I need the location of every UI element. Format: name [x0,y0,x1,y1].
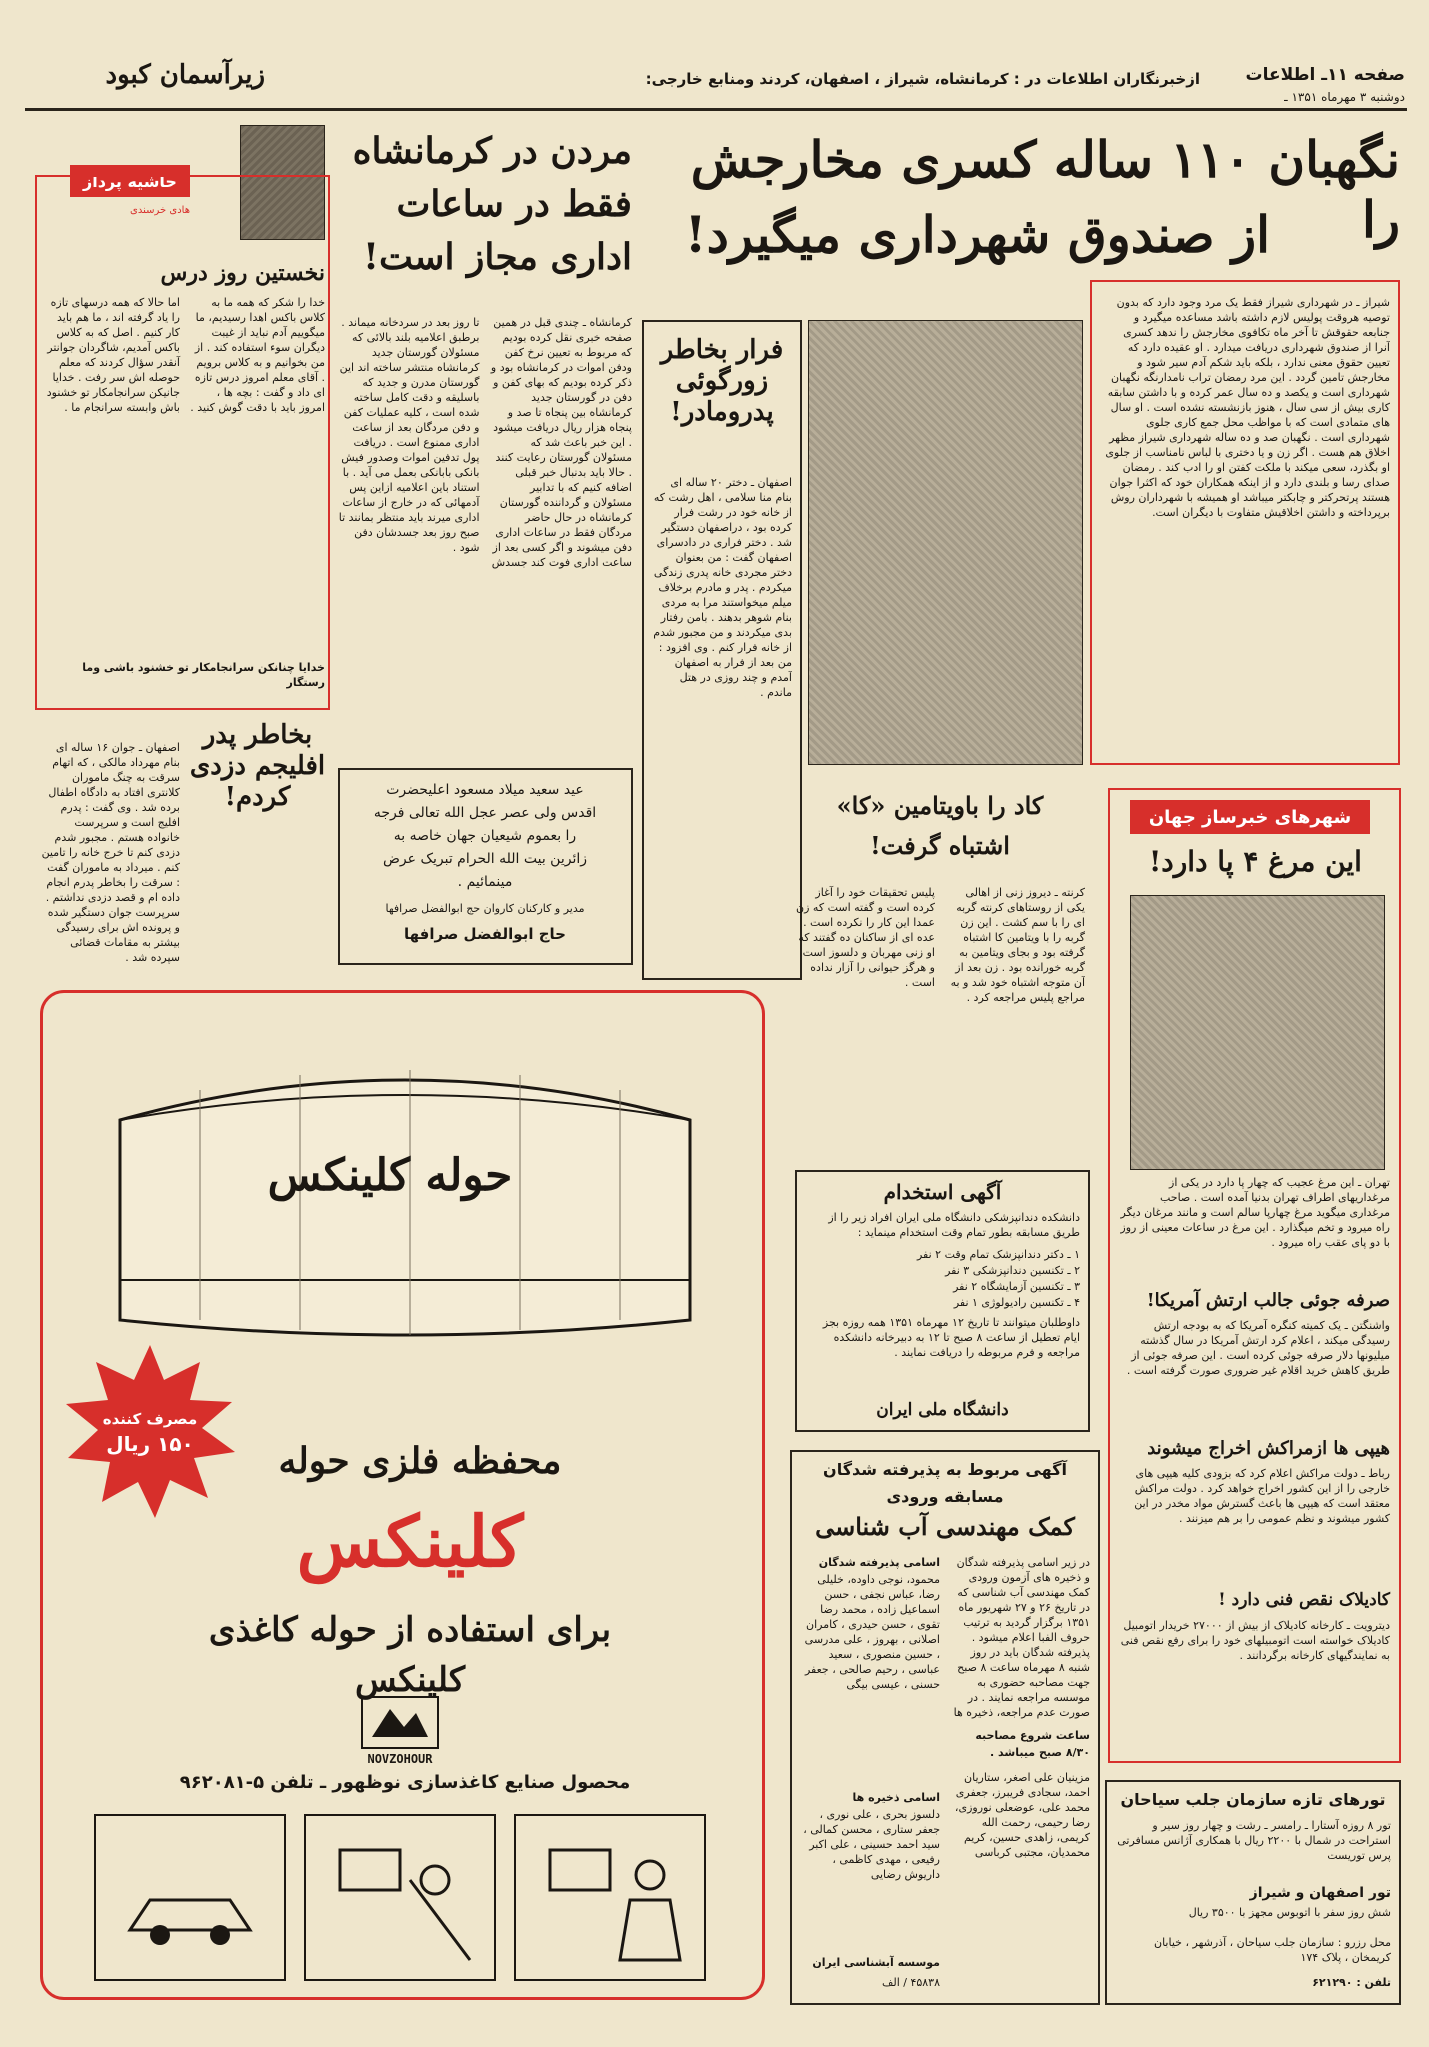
margin-body: خدا را شکر که همه ما به کلاس باکس اهدا رسیدیم، ما میگوییم آدم نباید از غیبت دیگران سوء استفاده کند . از من بخوانیم و به کلاس برویم . آقای معلم امروز درس تازه ای داد و گفت : بچه ها ، امروز باید با دقت گوش کنید . اما حالا که همه درسهای تازه را یاد گرفته اند ، ما هم باید کار کنیم . اصل که به کلاس باکس آمدیم، شاگردان جوانتر آنقدر سؤال کردند که معلم حوصله اش سر رفت . خدایا جانیکن سرانجامکار تو خشنود باش وابسته سرانجام ما . [46,296,325,414]
exam-signature: موسسه آبشناسی ایران [812,1956,940,1969]
employment-details: داوطلبان میتوانند تا تاریخ ۱۲ مهرماه ۱۳۵۱ همه روزه بجز ایام تعطیل از ساعت ۸ صبح تا ۱۲ به دبیرخانه دانشکده مراجعه و فرم مربوطه را دریافت نمایند . [822,1316,1080,1359]
exam-interview-label: ساعت شروع مصاحبه [975,1729,1090,1742]
kermanshah-body: کرمانشاه ـ چندی قبل در همین صفحه خبری نقل کرده بودیم که مربوط به تعیین نرخ کفن ودفن اموات در کرمانشاه بود و ذکر کرده بودیم که بهای کفن و دفن در گورستان جدید کرمانشاه بین پنجاه تا صد و پنجاه هزار ریال دریافت میشود . این خبر باعث شد که مسئولان گورستان رعایت کنند . حالا باید بدنبال خبر قبلی اضافه کنیم که با تدابیر مسئولان و گرداننده گورستان کرمانشاه در حال حاضر مردگان فقط در ساعات اداری دفن میشوند و اگر کسی بعد از ساعت اداری فوت کند جسدش تا روز بعد در سردخانه میماند . برطبق اعلامیه بلند بالائی که مسئولان گورستان جدید کرمانشاه منتشر ساخته اند این گورستان مدرن و جدید که باسلیقه و دقت کامل ساخته شده است ، کلیه عملیات کفن و دفن مردگان بعد از ساعت اداری ممنوع است . دریافت پول تدفین اموات وصدور فیش بانکی بابانکی بعمل می آید . با استناد باین اعلامیه ازاین پس آدمهائی که در خارج از ساعات اداری میرند باید منتظر بمانند تا صبح روز بعد جسدشان دفن شود . [338,316,632,569]
tours-body: تور ۸ روزه آستارا ـ رامسر ـ رشت و چهار روز سیر و استراحت در شمال با ۲۲۰۰ ریال با همکاری آژانس مسافرتی پرس توریست [1117,1819,1391,1862]
ad-line-2: برای استفاده از حوله کاغذی [208,1610,612,1650]
ad-badge-line-1: مصرف کننده [102,1410,198,1428]
section-title: زیرآسمان کبود [105,60,265,90]
kermanshah-headline-2: فقط در ساعات [396,183,632,225]
notice-line-1: عید سعید میلاد مسعود اعلیحضرت [386,782,584,798]
theft-headline: بخاطر پدر افلیجم دزدی کردم! [189,720,326,813]
chicken-photo [1130,895,1385,1170]
notice-line-6: مدیر و کارکنان کاروان حج ابوالفضل صرافها [385,902,585,915]
exam-interview-time: ۸/۳۰ صبح میباشد . [990,1746,1090,1759]
lead-body: شیراز ـ در شهرداری شیراز فقط یک مرد وجود دارد که بدون توصیه هروقت پولیس لازم داشته باشد مساعده میگیرد و جنابعه حقوقش تا آخر ماه تکافوی مخارجش را ندهد کسری آنرا از صندوق شهرداری دریافت میدارد . او عقیده دارد که تعیین حقوق معنی ندارد ، بلکه باید شکم آدم سیر شود و مخارجش تامین گردد . این مرد رمضان تراب نامدارنگه نگهبان شهرداری است و یکصد و ده سال عمر کرده و با داشتن سابقه کاری بیش از سی سال ، هنوز بازنشسته نشده است . او سال های متمادی است که با مواظب محل جمع کاری جلوی شهرداری است . نگهبان صد و ده ساله شهرداری شیراز مظهر اخلاق هم هست . اگر زن و یا دختری با لباس نامناسب از جلوی او بگذرد، سعی میکند با ملکت کفتن او را ادب کند . رمضان صدای رسا و بلندی دارد و از اینکه همکاران خود که اکثرا جوان هستند پرتحرکتر و چابکتر میباشد او همیشه با شهرداران روش برپرداخته و داشتن اخلاقیش متفاوت با دیگران است. [1105,296,1390,519]
tours-address: محل رزرو : سازمان جلب سیاحان ، آذرشهر ، خیابان کریمخان ، پلاک ۱۷۴ [1154,1936,1391,1964]
ad-brand: کلینکس [296,1500,524,1583]
ad-starburst-icon [60,1340,240,1520]
tours-sub: تور اصفهان و شیراز [1249,1885,1391,1901]
masthead-rule [25,108,1407,111]
ad-logo: NOVZOHOUR [367,1752,433,1766]
cities-headline: این مرغ ۴ پا دارد! [1149,845,1362,878]
cities-sub2-headline: هیپی ها ازمراکش اخراج میشوند [1147,1438,1390,1459]
employment-item-3: ۳ ـ تکنسین آزمایشگاه ۲ نفر [953,1280,1080,1293]
exam-accepted-label: اسامی پذیرفته شدگان [818,1556,940,1569]
notice-line-7: حاج ابوالفضل صرافها [404,925,566,943]
escape-body: اصفهان ـ دختر ۲۰ ساله ای بنام منا سلامی ، اهل رشت که از خانه خود در رشت فرار کرده بود ، دراصفهان دستگیر شد . دختر فراری در دادسرای اصفهان گفت : من بعنوان دختر مجردی خانه پدری زندگی میکردم . پدر و مادرم برخلاف میلم میخواستند مرا به مردی بنام شوهر بدهند . بامن رفتار بدی میکردند و من مجبور شدم از خانه فرار کنم . وی افزود : من بعد از فرار به اصفهان آمدم و چند روزی در هتل ماندم . [653,476,792,699]
lead-photo [808,320,1083,765]
employment-body: دانشکده دندانپزشکی دانشگاه ملی ایران افراد زیر را از طریق مسابقه بطور تمام وقت استخدام مینماید : [828,1211,1080,1239]
tours-price: شش روز سفر با اتوبوس مجهز با ۳۵۰۰ ریال [1188,1906,1391,1919]
margin-title: نخستین روز درس [160,260,325,286]
notice-line-2: اقدس ولی عصر عجل الله تعالی فرجه [373,805,597,821]
exam-body: در زیر اسامی پذیرفته شدگان و ذخیره های آزمون ورودی کمک مهندسی آب شناسی که در تاریخ ۲۶ و ۲۷ شهریور ماه ۱۳۵۱ برگزار گردید به ترتیب حروف الفبا اعلام میشود . پذیرفته شدگان باید در روز شنبه ۸ مهرماه ساعت ۸ صبح جهت مصاحبه حضوری به موسسه مراجعه نمایند . در صورت عدم مراجعه، ذخیره ها [953,1556,1090,1719]
cities-sub3-body: دیترویت ـ کارخانه کادیلاک از بیش از ۲۷۰۰۰ خریدار اتومبیل کادیلاک خواسته است اتومبیلهای خود را برای رفع نقص فنی به نمایندگیهای کارخانه برگردانند . [1120,1619,1390,1662]
issue-date: دوشنبه ۳ مهرماه ۱۳۵۱ ـ [1284,90,1405,104]
notice-line-5: مینمائیم . [457,874,513,890]
theft-body: اصفهان ـ جوان ۱۶ ساله ای بنام مهرداد مالکی ، که اتهام سرقت به چنگ ماموران کلانتری افتاد به دادگاه اطفال برده شد . وی گفت : پدرم افلیج است و سرپرست خانواده هستم . مجبور شدم دزدی کنم تا خرج خانه را تامین کنم . میرداد به ماموران گفت : سرقت را بخاطر پدرم انجام داده ام و قصد دزدی نداشتم . سرپرست جوان دستگیر شده و پرونده اش برای رسیدگی بیشتر به مقامات قضائی سپرده شد . [41,741,180,964]
exam-title: کمک مهندسی آب شناسی [815,1512,1075,1541]
cities-sub2-body: رباط ـ دولت مراکش اعلام کرد که بزودی کلیه هیپی های خارجی را از این کشور اخراج خواهد کرد . دولت مراکش معتقد است که هیپی ها باعث گسترش مواد مخدر در این کشور میشوند و نظم عمومی را بر هم میزنند . [1134,1467,1390,1525]
employment-item-2: ۲ ـ تکنسین دندانپزشکی ۳ نفر [945,1264,1080,1277]
employment-item-1: ۱ ـ دکتر دندانپزشک تمام وقت ۲ نفر [916,1248,1080,1261]
ad-line-1: محفظه فلزی حوله [278,1440,562,1482]
page-number: صفحه ۱۱ـ اطلاعات [1245,65,1405,85]
cities-caption: تهران ـ این مرغ عجیب که چهار پا دارد در یکی از مرغداریهای اطراف تهران بدنیا آمده است . صاحب مرغداری میگوید مرغ چهارپا سالم است و مانند مرغان دیگر راه میرود و تخم میگذارد . این مرغ در ساعات معینی از روز با دو پای عقب راه میرود . [1120,1176,1390,1249]
vitamin-headline-2: اشتباه گرفت! [870,831,1010,860]
exam-header: آگهی مربوط به پذیرفته شدگان [823,1460,1067,1479]
ad-logo-icon [360,1695,440,1750]
kermanshah-headline-3: اداری مجاز است! [363,236,632,278]
tours-title: تورهای تازه سازمان جلب سیاحان [1120,1790,1386,1809]
vitamin-headline-1: کاد را باویتامین «کا» [836,791,1044,820]
ad-product: حوله کلینکس [267,1150,513,1201]
ad-usage-illustrations [90,1810,710,1985]
exam-reserves: دلسوز بحری ، علی نوری ، جعفر ستاری ، محسن کمالی ، سید احمد حسینی ، علی اکبر رفیعی ، مهدی کاظمی ، داریوش رضایی [803,1808,940,1881]
exam-code: ۴۵۸۳۸ / الف [881,1976,940,1989]
employment-title: آگهی استخدام [883,1180,1002,1204]
exam-reserves-label: اسامی ذخیره ها [852,1791,940,1804]
cities-label: شهرهای خبرساز جهان [1130,800,1370,834]
escape-headline: فرار بخاطر زورگوئی پدرومادر! [660,335,784,428]
lead-headline-1: نگهبان ۱۱۰ ساله کسری مخارجش را [690,130,1400,249]
vitamin-body: کرنته ـ دیروز زنی از اهالی یکی از روستاهای کرنته گربه ای را با سم کشت . این زن گربه را با ویتامین کا اشتباه گرفته بود و بجای ویتامین به گربه خورانده بود . زن بعد از آن متوجه اشتباه خود شد و به مراجع پلیس مراجعه کرد . پلیس تحقیقات خود را آغاز کرده است و گفته است که زن عمدا این کار را نکرده است . عده ای از ساکنان ده گفتند که او زنی مهربان و دلسوز است و هرگز حیوانی را آزار نداده است . [796,886,1085,1004]
margin-author: هادی خرسندی [130,205,190,216]
exam-names-2: مزینیان علی اصغر، ستاریان احمد، سجادی فریبرز، جعفری محمد علی، عوضعلی نوروزی، رضا رحیمی، رحمت الله کریمی، زاهدی حسین، کریم محمدیان، مجتبی کرباسی [954,1771,1090,1859]
tours-phone: تلفن : ۶۲۱۲۹۰ [1312,1976,1391,1989]
exam-names-1: محمود، نوجی داوده، خلیلی رضا، عباس نجفی ، حسن اسماعیل زاده ، محمد رضا تقوی ، حسن حیدری ، کامران اصلانی ، بهروز ، علی مدرسی ، حسین منصوری ، سعید عباسی ، رحیم صالحی ، جعفر حسنی ، عیسی بیگی [804,1573,940,1691]
exam-subheader: مسابقه ورودی [886,1487,1004,1506]
notice-line-4: زائرین بیت الله الحرام تبریک عرض [383,851,587,867]
employment-signature: دانشگاه ملی ایران [876,1400,1009,1420]
notice-line-3: را بعموم شیعیان جهان خاصه به [393,828,577,844]
cities-sub1-body: واشنگتن ـ یک کمیته کنگره آمریکا که به بودجه ارتش رسیدگی میکند ، اعلام کرد ارتش آمریکا در سال گذشته میلیونها دلار صرفه جوئی کرده است . این صرفه جوئی از طریق کاهش خرید اقلام غیر ضروری صورت گرفته است . [1126,1319,1390,1377]
sources-line: ازخبرنگاران اطلاعات در : کرمانشاه، شیراز ، اصفهان، کردند ومنابع خارجی: [645,70,1200,88]
employment-item-4: ۴ ـ تکنسین رادیولوژی ۱ نفر [953,1296,1080,1309]
ad-badge-line-2: ۱۵۰ ریال [106,1432,194,1456]
margin-signoff: خدایا چنانکن سرانجامکار تو خشنود باشی وما رستگار [82,661,325,689]
lead-headline-2: از صندوق شهرداری میگیرد! [684,205,1270,264]
ad-line-3: کلینکس [354,1660,466,1700]
cities-sub1-headline: صرفه جوئی جالب ارتش آمریکا! [1146,1290,1390,1311]
ad-footer: محصول صنایع کاغذسازی نوظهور ـ تلفن ۵-۹۶۲۰۸۱ [179,1772,631,1793]
margin-label: حاشیه پرداز [70,165,190,197]
cities-sub3-headline: کادیلاک نقص فنی دارد ! [1218,1590,1390,1610]
kermanshah-headline-1: مردن در کرمانشاه [352,130,632,172]
